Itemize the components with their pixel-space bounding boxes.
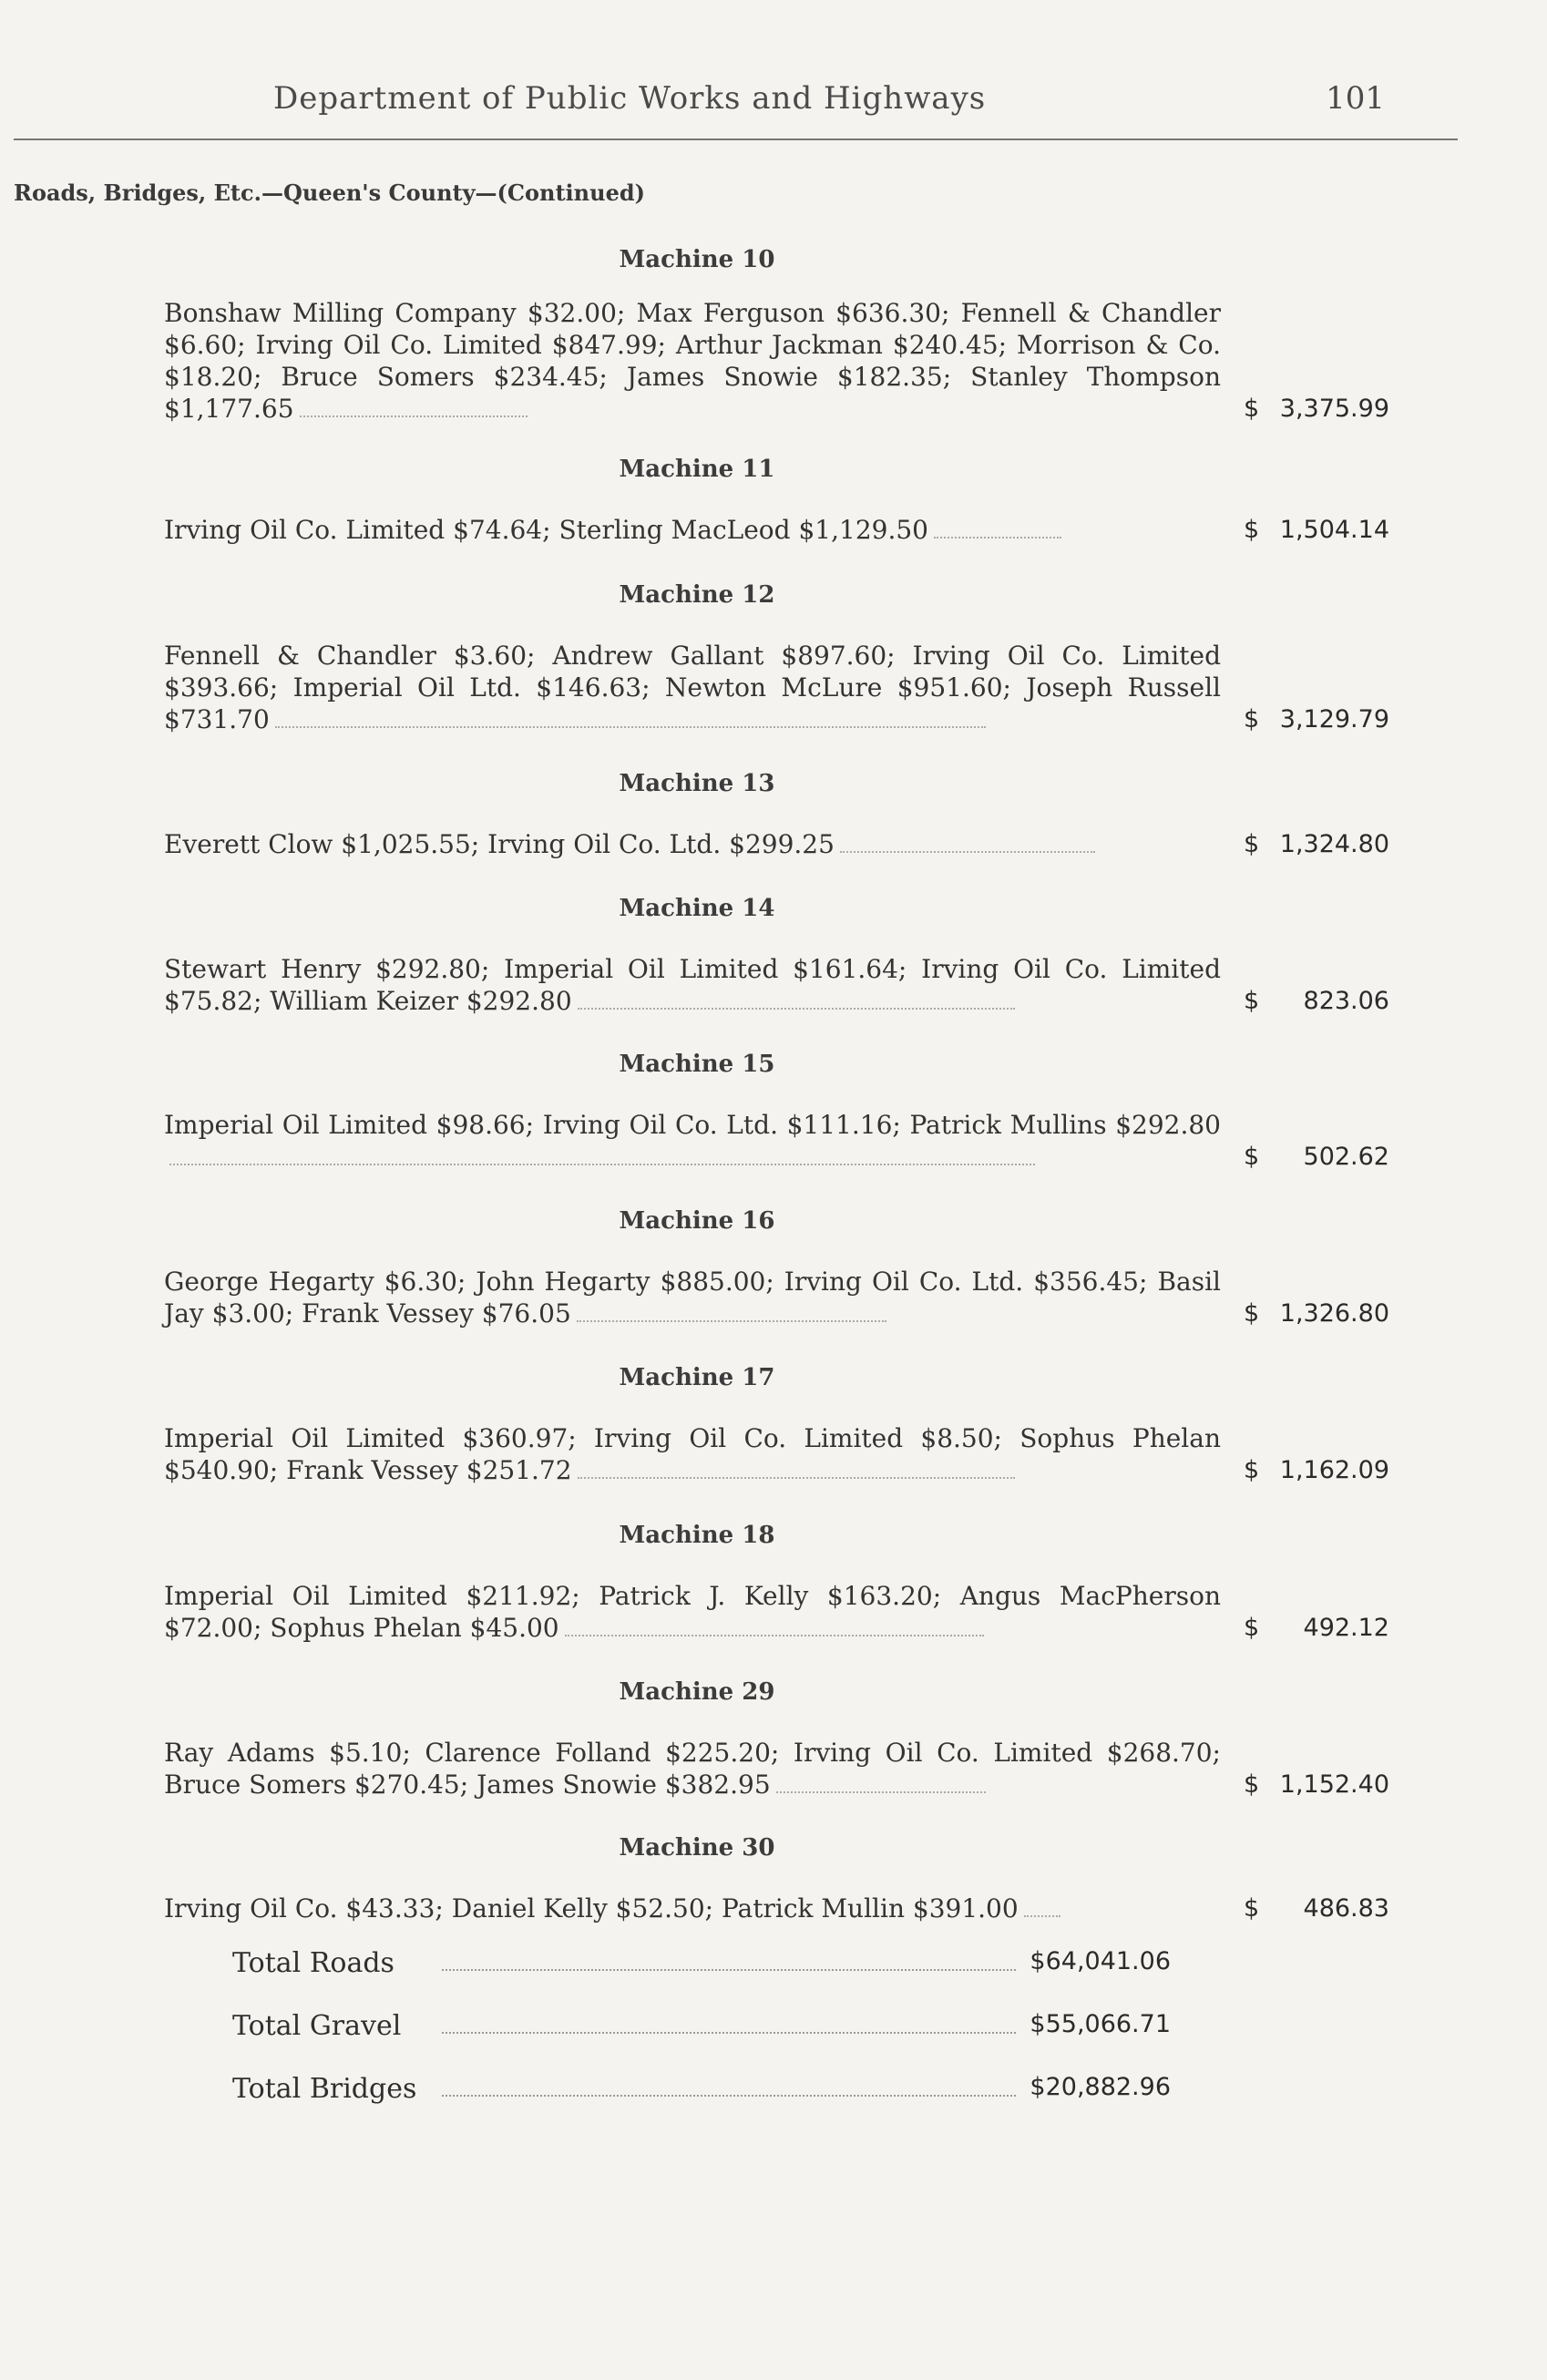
total-value: $20,882.96 xyxy=(1030,2073,1171,2101)
entry-text-content: Imperial Oil Limited $360.97; Irving Oil Co. Limited $8.50; Sophus Phelan $540.90; Frank Vessey $251.72 xyxy=(164,1423,1221,1485)
section-heading: Roads, Bridges, Etc.—Queen's County—(Continued) xyxy=(14,180,645,206)
amount-value: 1,152.40 xyxy=(1279,1770,1389,1799)
entry-body xyxy=(164,640,1389,735)
entry-text xyxy=(164,1266,1221,1329)
currency-symbol: $ xyxy=(1244,987,1260,1015)
entry-text xyxy=(164,1580,1221,1644)
currency-symbol: $ xyxy=(1244,1143,1260,1171)
machine-title: Machine 29 xyxy=(619,1678,775,1706)
total-row-bridges xyxy=(232,2073,1171,2136)
amount-value: 1,162.09 xyxy=(1279,1456,1389,1484)
machine-entry-30 xyxy=(164,1834,1389,1924)
machine-entry-29 xyxy=(164,1678,1389,1800)
total-row-roads xyxy=(232,1947,1171,2010)
entry-body xyxy=(164,953,1389,1017)
dot-leader xyxy=(275,726,986,728)
machine-title: Machine 14 xyxy=(619,895,775,922)
machine-entry-16 xyxy=(164,1207,1389,1329)
total-label: Total Roads xyxy=(232,1947,394,1979)
machine-entry-12 xyxy=(164,581,1389,735)
entry-body xyxy=(164,514,1389,546)
entry-text xyxy=(164,1422,1221,1486)
entry-text xyxy=(164,514,1221,546)
entry-text-content: Stewart Henry $292.80; Imperial Oil Limited $161.64; Irving Oil Co. Limited $75.82; William Keizer $292.80 xyxy=(164,954,1221,1016)
machine-entry-14 xyxy=(164,895,1389,1017)
amount-value: 3,129.79 xyxy=(1279,705,1389,733)
amount-value: 502.62 xyxy=(1303,1143,1389,1171)
page-header xyxy=(273,80,1385,126)
amount-value: 3,375.99 xyxy=(1279,395,1389,423)
currency-symbol: $ xyxy=(1244,1614,1260,1642)
entry-text xyxy=(164,1893,1221,1924)
dot-leader xyxy=(578,1477,1015,1479)
entry-text-content: Everett Clow $1,025.55; Irving Oil Co. Ltd. $299.25 xyxy=(164,829,835,859)
amount-value: 486.83 xyxy=(1303,1894,1389,1923)
machine-title: Machine 13 xyxy=(619,770,775,797)
currency-symbol: $ xyxy=(1244,516,1260,544)
entry-text-content: Imperial Oil Limited $98.66; Irving Oil Co. Ltd. $111.16; Patrick Mullins $292.80 xyxy=(164,1110,1221,1140)
entry-body xyxy=(164,828,1389,860)
machine-title: Machine 16 xyxy=(619,1207,775,1235)
entry-text xyxy=(164,828,1221,860)
entry-body xyxy=(164,1422,1389,1486)
total-row-gravel xyxy=(232,2010,1171,2073)
dot-leader xyxy=(934,537,1061,539)
machine-title: Machine 18 xyxy=(619,1522,775,1549)
entry-text xyxy=(164,297,1221,425)
entry-text xyxy=(164,1109,1221,1173)
entry-text xyxy=(164,953,1221,1017)
amount-value: 823.06 xyxy=(1303,987,1389,1015)
dot-leader xyxy=(578,1008,1015,1010)
machine-entry-13 xyxy=(164,770,1389,860)
dot-leader xyxy=(442,2032,1016,2034)
entry-body xyxy=(164,1737,1389,1800)
entry-body xyxy=(164,297,1389,425)
currency-symbol: $ xyxy=(1244,830,1260,858)
total-label: Total Bridges xyxy=(232,2073,417,2105)
header-rule xyxy=(14,138,1458,140)
entry-text xyxy=(164,640,1221,735)
total-label: Total Gravel xyxy=(232,2010,402,2042)
amount-value: 1,326.80 xyxy=(1279,1299,1389,1328)
entry-body xyxy=(164,1580,1389,1644)
machine-entry-17 xyxy=(164,1364,1389,1486)
currency-symbol: $ xyxy=(1244,1299,1260,1328)
entry-text xyxy=(164,1737,1221,1800)
entry-text-content: Irving Oil Co. $43.33; Daniel Kelly $52.50; Patrick Mullin $391.00 xyxy=(164,1893,1019,1923)
dot-leader xyxy=(776,1791,986,1793)
totals-section xyxy=(232,1947,1171,2136)
entry-text-content: Bonshaw Milling Company $32.00; Max Ferguson $636.30; Fennell & Chandler $6.60; Irving Oil Co. Limited $847.99; Arthur Jackman $240.45; Morrison & Co. $18.20; Bruce Somers $234.45; James Snowie $182.35; Stanley Thompson $1,177.65 xyxy=(164,298,1221,424)
machine-title: Machine 15 xyxy=(619,1051,775,1078)
entry-text-content: George Hegarty $6.30; John Hegarty $885.00; Irving Oil Co. Ltd. $356.45; Basil Jay $3.00; Frank Vessey $76.05 xyxy=(164,1267,1221,1328)
entry-text-content: Fennell & Chandler $3.60; Andrew Gallant $897.60; Irving Oil Co. Limited $393.66; Imperial Oil Ltd. $146.63; Newton McLure $951.60; Joseph Russell $731.70 xyxy=(164,641,1221,734)
total-value: $55,066.71 xyxy=(1030,2010,1171,2038)
entry-body xyxy=(164,1109,1389,1173)
currency-symbol: $ xyxy=(1244,705,1260,733)
dot-leader xyxy=(442,1969,1016,1971)
machine-title: Machine 12 xyxy=(619,581,775,609)
entry-text-content: Imperial Oil Limited $211.92; Patrick J. Kelly $163.20; Angus MacPherson $72.00; Sophus Phelan $45.00 xyxy=(164,1581,1221,1643)
machine-title: Machine 30 xyxy=(619,1834,775,1862)
amount-value: 492.12 xyxy=(1303,1614,1389,1642)
entry-text-content: Irving Oil Co. Limited $74.64; Sterling MacLeod $1,129.50 xyxy=(164,515,928,545)
dot-leader xyxy=(840,851,1095,853)
machine-entry-10 xyxy=(164,246,1389,425)
machine-entry-18 xyxy=(164,1522,1389,1644)
total-value: $64,041.06 xyxy=(1030,1947,1171,1975)
header-title: Department of Public Works and Highways xyxy=(273,80,987,117)
entry-body xyxy=(164,1893,1389,1924)
page-number: 101 xyxy=(1326,80,1385,117)
amount-value: 1,504.14 xyxy=(1279,516,1389,544)
amount-value: 1,324.80 xyxy=(1279,830,1389,858)
dot-leader xyxy=(300,415,528,417)
machine-title: Machine 10 xyxy=(619,246,775,273)
entry-body xyxy=(164,1266,1389,1329)
dot-leader xyxy=(169,1164,1035,1165)
currency-symbol: $ xyxy=(1244,1894,1260,1923)
machine-title: Machine 11 xyxy=(619,456,775,483)
machine-title: Machine 17 xyxy=(619,1364,775,1391)
currency-symbol: $ xyxy=(1244,395,1260,423)
machine-entry-15 xyxy=(164,1051,1389,1173)
dot-leader xyxy=(565,1635,984,1636)
dot-leader xyxy=(577,1320,886,1322)
machine-entry-11 xyxy=(164,456,1389,546)
currency-symbol: $ xyxy=(1244,1770,1260,1799)
dot-leader xyxy=(442,2095,1016,2097)
dot-leader xyxy=(1024,1915,1060,1917)
entry-text-content: Ray Adams $5.10; Clarence Folland $225.20; Irving Oil Co. Limited $268.70; Bruce Somers $270.45; James Snowie $382.95 xyxy=(164,1738,1221,1800)
currency-symbol: $ xyxy=(1244,1456,1260,1484)
